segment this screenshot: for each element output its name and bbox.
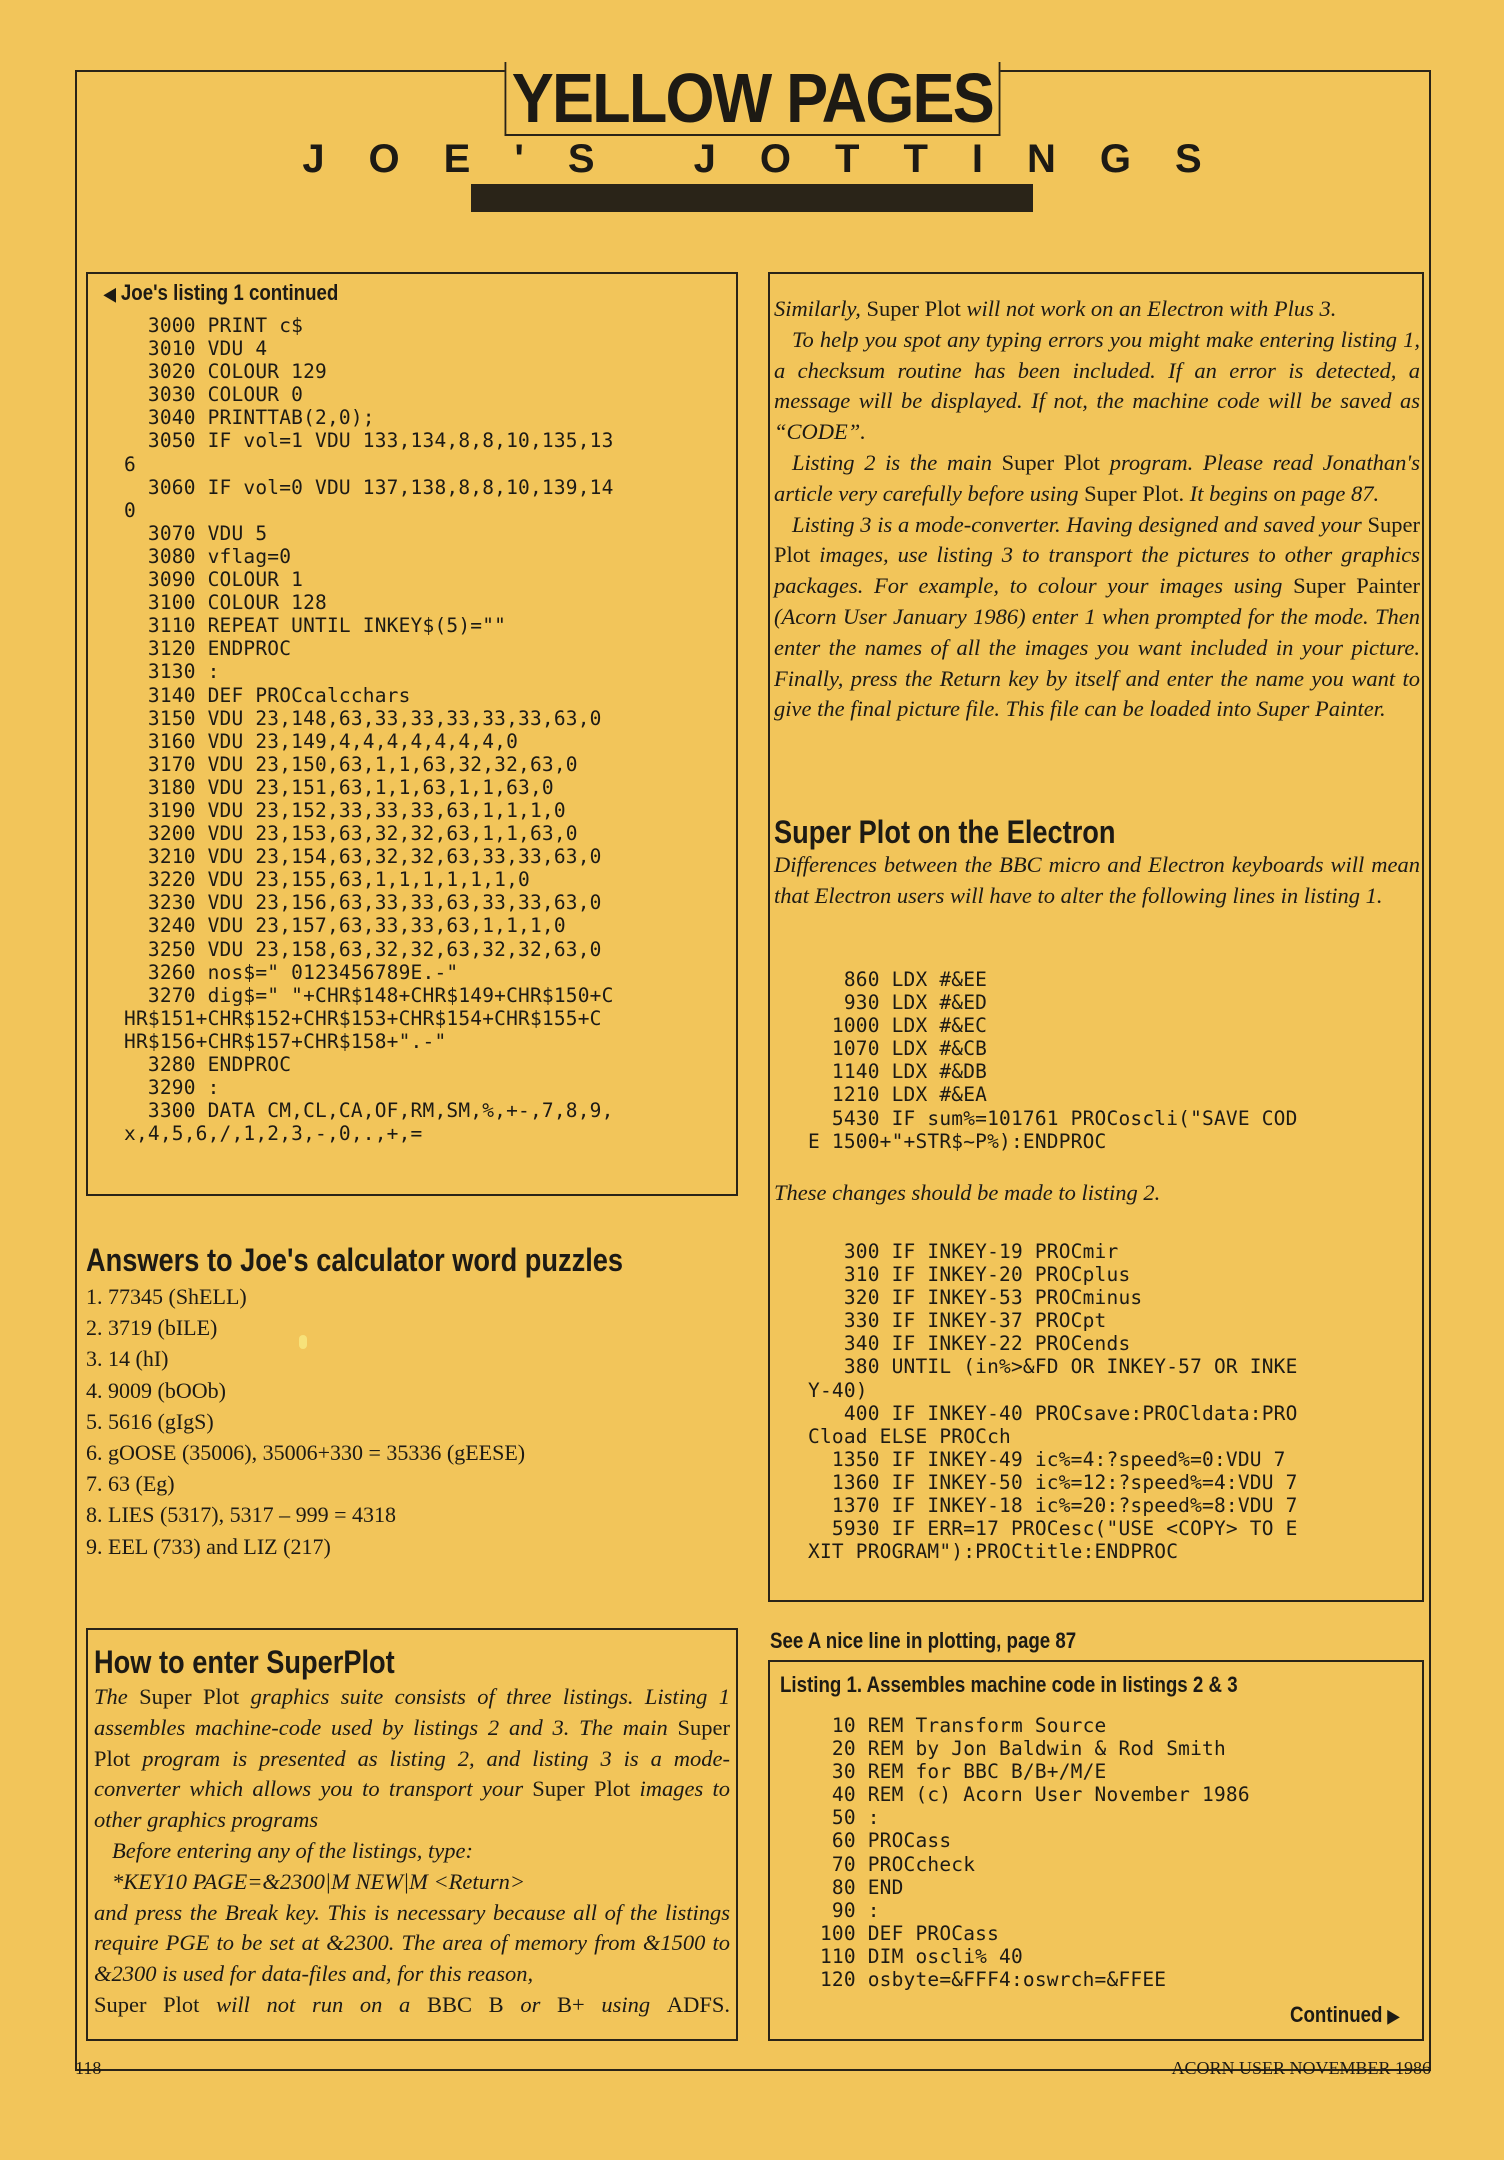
back-arrow-icon: ◀ — [104, 284, 116, 304]
answer-item: 3. 14 (hI) — [86, 1346, 169, 1372]
right-p3: Listing 2 is the main Super Plot program. Please read Jonathan's article very carefully before using Super Plot. It begins on page 87. — [774, 449, 1420, 506]
right-p4: Listing 3 is a mode-converter. Having designed and saved your Super Plot images, use listing 3 to transport the pictures to other graphics packages. For example, to colour your images using Super Painter (Acorn User January 1986) enter 1 when prompted for the mode. Then enter the names of all the images you want included in your picture. Finally, press the Return key by itself and enter the name you want to give the final picture file. This file can be loaded into Super Painter. — [774, 511, 1420, 722]
listing1-code: 10 REM Transform Source 20 REM by Jon Baldwin & Rod Smith 30 REM for BBC B/B+/M/E 40 REM (c) Acorn User November 1986 50 : 60 PROCass 70 PROCcheck 80 END 90 : 100 DEF PROCass 110 DIM oscli% 40 120 osbyte=&FFF4:oswrch=&FFEE — [819, 1714, 1250, 1992]
continued-label: Continued ▶ — [1290, 2002, 1400, 2027]
answer-item: 1. 77345 (ShELL) — [86, 1284, 247, 1309]
magazine-footer: ACORN USER NOVEMBER 1986 — [1171, 2058, 1431, 2078]
masthead — [0, 59, 1504, 212]
answer-item: 4. 9009 (bOOb) — [86, 1377, 226, 1403]
right-p2: To help you spot any typing errors you might make entering listing 1, a checksum routine has been included. If an error is detected, a message will be displayed. If not, the machine code will be saved as “CODE”. — [774, 326, 1420, 445]
see-also-note: See A nice line in plotting, page 87 — [770, 1628, 1077, 1653]
listing1-continued-label: ◀ Joe's listing 1 continued — [104, 280, 339, 305]
forward-arrow-icon: ▶ — [1387, 2006, 1400, 2026]
answer-item: 7. 63 (Eg) — [86, 1471, 175, 1497]
answers-list — [86, 1281, 736, 1562]
masthead-title: YELLOW PAGES — [504, 62, 1000, 136]
electron-listing2-changes: 300 IF INKEY-19 PROCmir 310 IF INKEY-20 PROCplus 320 IF INKEY-53 PROCminus 330 IF INKEY-37 PROCpt 340 IF INKEY-22 PROCends 380 UNTIL (in%>&FD OR INKEY-57 OR INKE Y-40) 400 IF INKEY-40 PROCsave:PROCldata:PRO Cload ELSE PROCch 1350 IF INKEY-49 ic%=4:?speed%=0:VDU 7 1360 IF INKEY-50 ic%=12:?speed%=4:VDU 7 1370 IF INKEY-18 ic%=20:?speed%=8:VDU 7 5930 IF ERR=17 PROCesc("USE <COPY> TO E XIT PROGRAM"):PROCtitle:ENDPROC — [808, 1240, 1298, 1564]
how-to-enter-p1: The Super Plot graphics suite consists of three listings. Listing 1 assembles machine-code used by listings 2 and 3. The main Super Plot program is presented as listing 2, and listing 3 is a mode-converter which allows you to transport your Super Plot images to other graphics programs — [94, 1684, 730, 1833]
how-to-enter-p4: and press the Break key. This is necessary because all of the listings require PGE to be set at &2300. The area of memory from &1500 to &2300 is used for data-files and, for this reason, — [94, 1899, 730, 1987]
how-to-enter-text — [94, 1682, 730, 2021]
electron-listing1-changes: 860 LDX #&EE 930 LDX #&ED 1000 LDX #&EC 1070 LDX #&CB 1140 LDX #&DB 1210 LDX #&EA 5430 IF sum%=101761 PROCoscli("SAVE COD E 1500+"+STR$~P%):ENDPROC — [808, 968, 1298, 1153]
masthead-subtitle: JOE'S JOTTINGS — [302, 137, 1246, 181]
how-to-enter-box — [86, 1628, 738, 2041]
answers-heading: Answers to Joe's calculator word puzzles — [86, 1242, 624, 1278]
answers-section — [86, 1242, 736, 1562]
page-number: 118 — [75, 2058, 102, 2078]
how-to-enter-p2: Before entering any of the listings, type: — [112, 1837, 473, 1863]
how-to-enter-heading: How to enter SuperPlot — [94, 1644, 395, 1680]
right-p1: Similarly, Super Plot will not work on an Electron with Plus 3. — [774, 296, 1337, 321]
printed-smudge — [299, 1335, 307, 1349]
electron-heading: Super Plot on the Electron — [774, 814, 1116, 850]
how-to-enter-p3: *KEY10 PAGE=&2300|M NEW|M <Return> — [112, 1868, 526, 1894]
listing1-continued-code: 3000 PRINT c$ 3010 VDU 4 3020 COLOUR 129 3030 COLOUR 0 3040 PRINTTAB(2,0); 3050 IF vol=1 VDU 133,134,8,8,10,135,13 6 3060 IF vol=0 VDU 137,138,8,8,10,139,14 0 3070 VDU 5 3080 vflag=0 3090 COLOUR 1 3100 COLOUR 128 3110 REPEAT UNTIL INKEY$(5)="" 3120 ENDPROC 3130 : 3140 DEF PROCcalcchars 3150 VDU 23,148,63,33,33,33,33,33,63,0 3160 VDU 23,149,4,4,4,4,4,4,4,0 3170 VDU 23,150,63,1,1,63,32,32,63,0 3180 VDU 23,151,63,1,1,63,1,1,63,0 3190 VDU 23,152,33,33,33,63,1,1,1,0 3200 VDU 23,153,63,32,32,63,1,1,63,0 3210 VDU 23,154,63,32,32,63,33,33,63,0 3220 VDU 23,155,63,1,1,1,1,1,1,0 3230 VDU 23,156,63,33,33,63,33,33,63,0 3240 VDU 23,157,63,33,33,63,1,1,1,0 3250 VDU 23,158,63,32,32,63,32,32,63,0 3260 nos$=" 0123456789E.-" 3270 dig$=" "+CHR$148+CHR$149+CHR$150+C HR$151+CHR$152+CHR$153+CHR$154+CHR$155+C HR$156+CHR$157+CHR$158+".-" 3280 ENDPROC 3290 : 3300 DATA CM,CL,CA,OF,RM,SM,%,+-,7,8,9, x,4,5,6,/,1,2,3,-,0,.,+,= — [124, 314, 614, 1146]
masthead-bar — [471, 184, 1033, 212]
answer-item: 9. EEL (733) and LIZ (217) — [86, 1533, 331, 1559]
electron-intro: Differences between the BBC micro and Electron keyboards will mean that Electron users will have to alter the following lines in listing 1. — [774, 852, 1420, 908]
answer-item: 5. 5616 (gIgS) — [86, 1408, 214, 1434]
listing1-box — [768, 1660, 1424, 2041]
listing1-continued-box — [86, 272, 738, 1196]
listing1-label: Listing 1. Assembles machine code in listings 2 & 3 — [780, 1672, 1238, 1697]
answer-item: 6. gOOSE (35006), 35006+330 = 35336 (gEESE) — [86, 1440, 526, 1466]
answer-item: 8. LIES (5317), 5317 – 999 = 4318 — [86, 1502, 396, 1528]
right-intro-text — [774, 294, 1420, 725]
right-column-box — [768, 272, 1424, 1602]
answer-item: 2. 3719 (bILE) — [86, 1315, 218, 1341]
electron-listing2-intro: These changes should be made to listing 2. — [774, 1180, 1161, 1205]
how-to-enter-p5: Super Plot will not run on a BBC B or B+ using ADFS. — [94, 1991, 731, 2017]
